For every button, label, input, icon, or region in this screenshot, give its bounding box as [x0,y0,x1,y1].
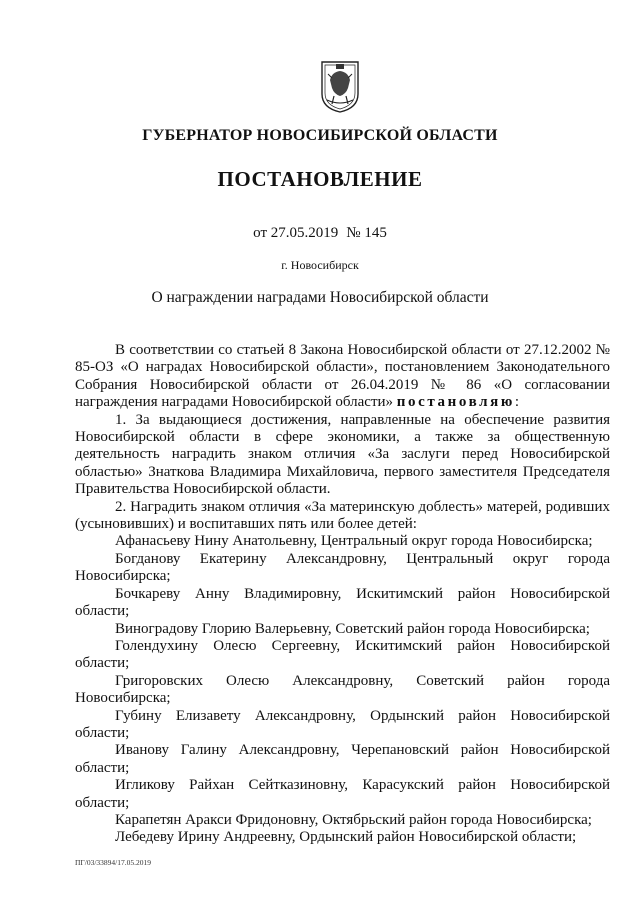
preamble-end: : [514,394,520,411]
awardee-item: Богданову Екатерину Александровну, Центральный округ города Новосибирска; [75,550,610,585]
awardee-item: Лебедеву Ирину Андреевну, Ордынский район Новосибирской области; [115,829,577,846]
awardee-item: Бочкареву Анну Владимировну, Искитимский район Новосибирской области; [75,585,610,620]
awardee-item: Голендухину Олесю Сергеевну, Искитимский район Новосибирской области; [75,637,610,672]
item-1-paragraph: 1. За выдающиеся достижения, направленные на обеспечение развития Новосибирской области в сфере экономики, а также за общественную деятельность наградить знаком отличия «За заслуги перед Новосибирской областью» Знаткова Владимира Михайловича, первого заместителя Председателя Правительства Новосибирской области. [75,411,610,498]
item-2-paragraph: 2. Наградить знаком отличия «За материнскую доблесть» матерей, родивших (усыновивших) и воспитавших пять или более детей: [75,498,610,533]
issuing-authority: ГУБЕРНАТОР НОВОСИБИРСКОЙ ОБЛАСТИ [142,127,498,144]
document-code: ПГ/03/33894/17.05.2019 [75,858,152,867]
coat-of-arms-icon [318,58,362,114]
document-number: № 145 [346,225,387,241]
awardee-item: Афанасьеву Нину Анатольевну, Центральный округ города Новосибирска; [115,533,593,550]
awardee-item: Виноградову Глорию Валерьевну, Советский район города Новосибирска; [115,620,590,637]
date-number-line [0,225,640,242]
preamble-text: В соответствии со статьей 8 Закона Новосибирской области от 27.12.2002 № 85-ОЗ «О наградах Новосибирской области», постановлением Законодательного Собрания Новосибирской области от 26.04.2019 № 86 «О согласовании награждения наградами Новосибирской области» [75,342,610,411]
awardee-item: Григоровских Олесю Александровну, Советский район города Новосибирска; [75,672,610,707]
document-body [75,342,610,847]
document-subject: О награждении наградами Новосибирской области [151,289,489,306]
awardee-item: Губину Елизавету Александровну, Ордынский район Новосибирской области; [75,707,610,741]
awardee-item: Карапетян Аракси Фридоновну, Октябрьский район города Новосибирска; [115,811,592,828]
decree-word: постановляю [396,394,515,411]
document-date: от 27.05.2019 [253,225,339,241]
document-city: г. Новосибирск [281,258,359,272]
preamble-paragraph [75,342,610,412]
awardee-item: Иванову Галину Александровну, Черепановский район Новосибирской области; [75,742,610,776]
document-type: ПОСТАНОВЛЕНИЕ [217,167,423,191]
awardee-item: Игликову Райхан Сейтказиновну, Карасукский район Новосибирской области; [75,777,610,811]
